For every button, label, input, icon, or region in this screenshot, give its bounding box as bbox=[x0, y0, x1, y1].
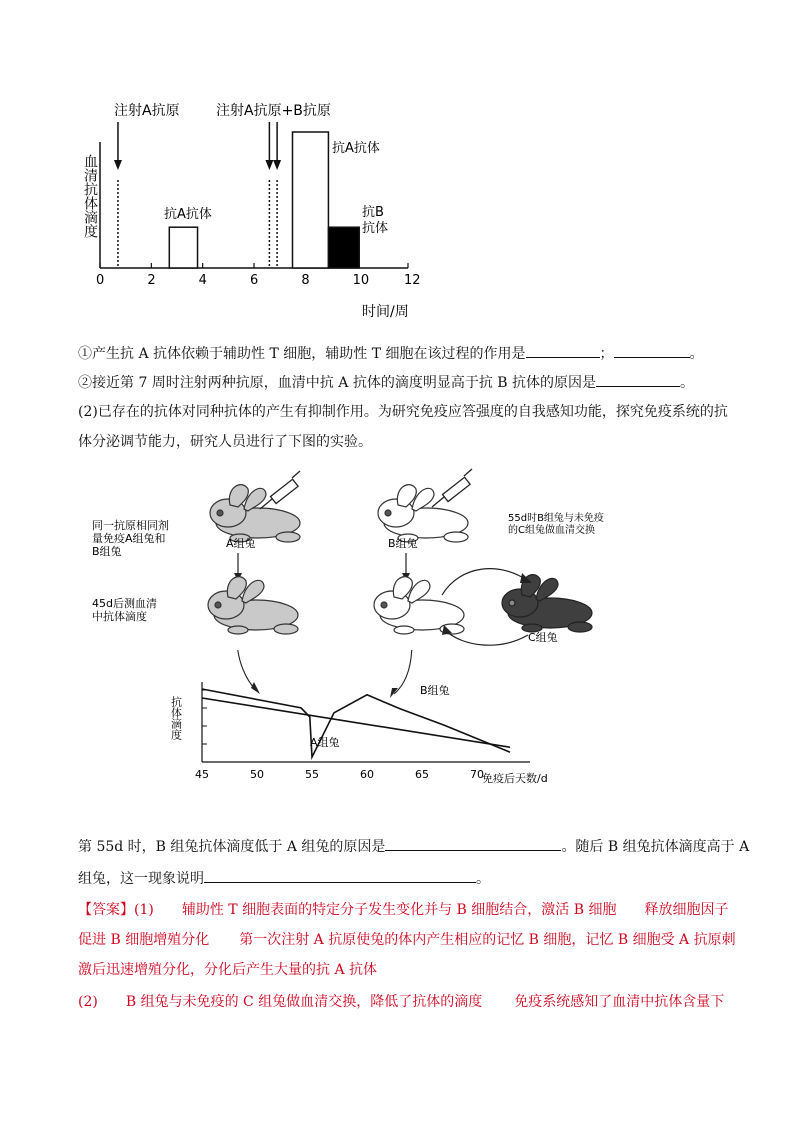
question-1-line-4: 体分泌调节能力，研究人员进行了下图的实验。 bbox=[78, 434, 372, 450]
label-a-desc-1: 同一抗原相同剂 bbox=[92, 519, 169, 532]
answer-line2-a: 促进 B 细胞增殖分化 bbox=[78, 932, 210, 948]
label-b-group: B组兔 bbox=[388, 537, 418, 550]
chart1-bar-label-small: 抗A抗体 bbox=[164, 207, 212, 222]
chart2-x-tick-label: 55 bbox=[305, 768, 319, 781]
label-c-group: C组兔 bbox=[528, 631, 558, 644]
label-a-desc-2: 量免疫A组兔和 bbox=[92, 532, 166, 545]
answer-blank[interactable] bbox=[204, 868, 476, 883]
q1-line1-sep: ； bbox=[599, 346, 614, 362]
chart1-x-tick-label: 10 bbox=[352, 273, 370, 288]
chart1-bar-label-big: 抗A抗体 bbox=[332, 141, 380, 156]
chart1-x-tick-label: 4 bbox=[198, 273, 207, 288]
chart1-bar bbox=[169, 227, 197, 268]
label-55d-2: 的C组兔做血清交换 bbox=[508, 525, 595, 536]
question-2-line-2 bbox=[78, 868, 490, 889]
chart1-bar-label-b2: 抗体 bbox=[362, 221, 389, 236]
question-2-line-1 bbox=[78, 836, 749, 857]
question-1-line-3: (2)已存在的抗体对同种抗体的产生有抑制作用。为研究免疫应答强度的自我感知功能，探究免疫系统的抗 bbox=[78, 404, 728, 420]
arrow-head bbox=[265, 160, 273, 170]
chart1-bar bbox=[328, 227, 359, 268]
chart2-label-b: B组兔 bbox=[420, 684, 450, 697]
answer-part1-num: (1) bbox=[134, 902, 154, 918]
label-55d-1: 55d时B组兔与未免疫 bbox=[508, 513, 604, 524]
answer-blank[interactable] bbox=[614, 343, 690, 358]
chart1-x-tick-label: 2 bbox=[147, 273, 156, 288]
answer-blank[interactable] bbox=[385, 836, 561, 851]
chart1-x-tick-label: 0 bbox=[96, 273, 105, 288]
answer-part2-b: 免疫系统感知了血清中抗体含量下 bbox=[514, 994, 725, 1010]
connector-arrow-b bbox=[394, 650, 412, 694]
arrow-head bbox=[251, 682, 260, 694]
q2-line1-text: 第 55d 时，B 组兔抗体滴度低于 A 组兔的原因是 bbox=[78, 839, 386, 855]
answer-line-1 bbox=[78, 900, 728, 920]
chart2-ylabel: 抗体滴度 bbox=[169, 696, 183, 740]
chart2-x-tick-label: 50 bbox=[250, 768, 264, 781]
answer-blank[interactable] bbox=[526, 343, 600, 358]
chart2-x-tick-label: 45 bbox=[195, 768, 209, 781]
syringe-icon bbox=[432, 469, 472, 507]
label-45d-2: 中抗体滴度 bbox=[92, 610, 147, 623]
answer-tag: 【答案】 bbox=[78, 902, 134, 918]
label-45d-1: 45d后测血清 bbox=[92, 597, 157, 610]
chart2-series-line bbox=[202, 698, 510, 747]
chart1-x-tick-label: 6 bbox=[250, 273, 259, 288]
chart2-x-tick-label: 65 bbox=[415, 768, 429, 781]
question-1-line-2 bbox=[78, 372, 694, 393]
arrow-head bbox=[390, 688, 398, 698]
antibody-titer-bar-chart bbox=[70, 92, 430, 327]
chart2-x-tick-label: 60 bbox=[360, 768, 374, 781]
chart2-label-a: A组兔 bbox=[310, 736, 340, 749]
syringe-icon bbox=[260, 471, 300, 509]
chart1-bar-label-b1: 抗B bbox=[362, 205, 384, 220]
answer-line-2 bbox=[78, 930, 736, 950]
label-a-desc-3: B组兔 bbox=[92, 545, 122, 558]
chart1-x-tick-label: 8 bbox=[301, 273, 310, 288]
q2-line1-end: 。随后 B 组兔抗体滴度高于 A bbox=[561, 839, 750, 855]
experiment-diagram bbox=[60, 465, 740, 655]
label-a-group: A组兔 bbox=[226, 537, 256, 550]
answer-part1-a: 辅助性 T 细胞表面的特定分子发生变化并与 B 细胞结合，激活 B 细胞 bbox=[181, 902, 617, 918]
answer-part2-a: B 组兔与未免疫的 C 组兔做血清交换，降低了抗体的滴度 bbox=[125, 994, 483, 1010]
rabbit-a-middle bbox=[208, 577, 298, 634]
q1-line1-text: ①产生抗 A 抗体依赖于辅助性 T 细胞，辅助性 T 细胞在该过程的作用是 bbox=[78, 346, 526, 362]
answer-part2-num: (2) bbox=[78, 994, 98, 1010]
q1-line2-end: 。 bbox=[680, 375, 695, 391]
answer-line-3: 激后迅速增殖分化，分化后产生大量的抗 A 抗体 bbox=[78, 962, 378, 978]
antibody-titer-line-chart bbox=[150, 650, 570, 800]
chart2-xlabel: 免疫后天数/d bbox=[482, 772, 548, 785]
answer-part1-b: 释放细胞因子 bbox=[644, 902, 729, 918]
q2-line2-end: 。 bbox=[476, 871, 490, 887]
chart1-injection1-label: 注射A抗原 bbox=[114, 103, 180, 119]
chart1-injection2-label: 注射A抗原+B抗原 bbox=[216, 103, 331, 119]
answer-line2-b: 第一次注射 A 抗原使兔的体内产生相应的记忆 B 细胞，记忆 B 细胞受 A 抗原刺 bbox=[239, 932, 736, 948]
chart1-xlabel: 时间/周 bbox=[362, 304, 409, 320]
q1-line2-text: ②接近第 7 周时注射两种抗原，血清中抗 A 抗体的滴度明显高于抗 B 抗体的原因是 bbox=[78, 375, 597, 391]
question-1-line-1 bbox=[78, 343, 704, 364]
rabbit-c bbox=[502, 575, 592, 632]
chart1-bar bbox=[293, 132, 329, 268]
arrow-head bbox=[114, 160, 122, 170]
chart1-x-tick-label: 12 bbox=[404, 273, 421, 288]
answer-line-4 bbox=[78, 992, 724, 1012]
answer-blank[interactable] bbox=[596, 372, 680, 387]
q1-line1-end: 。 bbox=[689, 346, 704, 362]
chart1-ylabel: 血清抗体滴度 bbox=[82, 154, 98, 238]
chart2-x-tick-label: 70 bbox=[470, 768, 484, 781]
arrow-head bbox=[273, 160, 281, 170]
q2-line2-text: 组兔，这一现象说明 bbox=[78, 871, 204, 887]
rabbit-b-middle bbox=[374, 577, 464, 634]
